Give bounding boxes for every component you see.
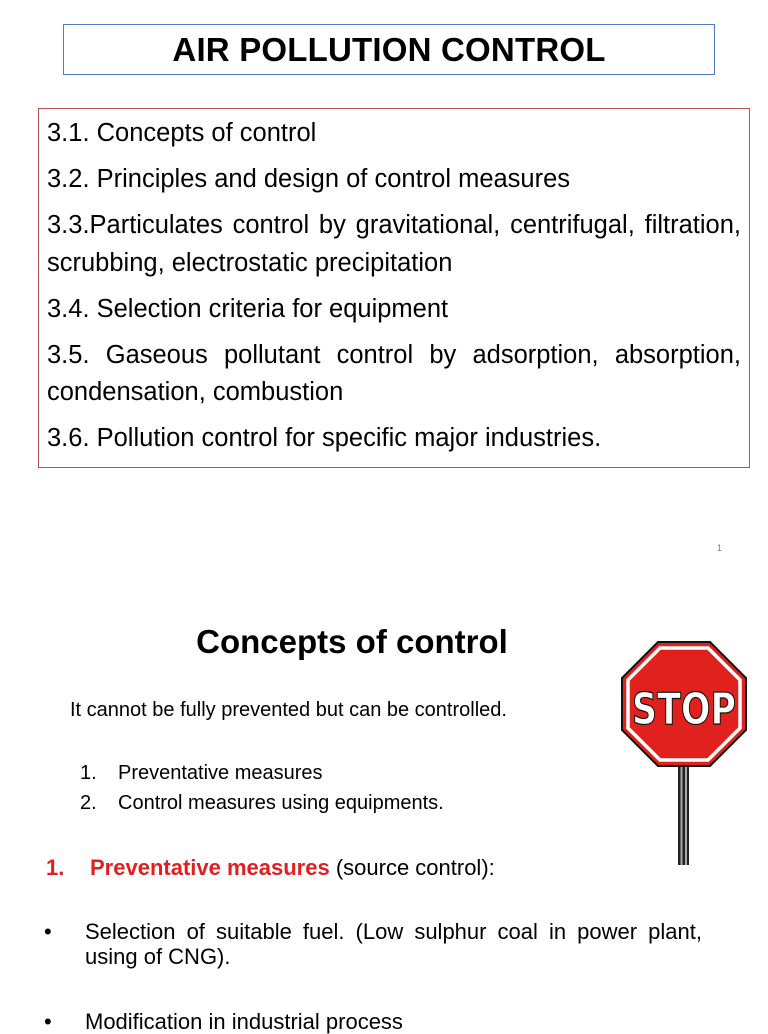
intro-text: It cannot be fully prevented but can be controlled. xyxy=(70,699,507,721)
numbered-list xyxy=(80,758,444,818)
list-number: 1. xyxy=(80,762,97,784)
bullet-icon: • xyxy=(44,1009,52,1034)
bullet-item xyxy=(44,919,702,969)
topic-item: 3.5. Gaseous pollutant control by adsorption, absorption, condensation, combustion xyxy=(47,340,741,406)
stop-sign-icon xyxy=(620,640,748,865)
bullet-icon: • xyxy=(44,919,52,944)
bullet-item xyxy=(44,1009,702,1034)
sign-text: STOP xyxy=(632,684,736,735)
section-highlight: Preventative measures xyxy=(90,855,330,880)
list-text: Preventative measures xyxy=(118,762,323,784)
slide-2 xyxy=(0,585,768,1034)
topic-item: 3.6. Pollution control for specific major industries. xyxy=(47,424,602,452)
topics-list xyxy=(38,108,750,468)
bullet-text: Modification in industrial process xyxy=(85,1009,403,1034)
topic-item: 3.1. Concepts of control xyxy=(47,119,317,147)
slide-title: AIR POLLUTION CONTROL xyxy=(63,24,715,75)
topic-item: 3.3.Particulates control by gravitational, centrifugal, filtration, scrubbing, electrostatic precipitation xyxy=(47,211,741,277)
topic-item: 3.2. Principles and design of control measures xyxy=(47,165,571,193)
topic-item: 3.4. Selection criteria for equipment xyxy=(47,294,449,323)
list-item xyxy=(80,788,444,818)
sign-pole xyxy=(678,758,689,865)
slide-title: Concepts of control xyxy=(196,623,508,660)
bullet-text: Selection of suitable fuel. (Low sulphur coal in power plant, using of CNG). xyxy=(85,919,702,969)
list-item xyxy=(80,758,444,788)
list-text: Control measures using equipments. xyxy=(118,792,444,814)
section-rest: (source control): xyxy=(329,855,495,880)
section-number: 1. xyxy=(46,855,65,880)
list-number: 2. xyxy=(80,792,97,814)
page-number: 1 xyxy=(716,543,722,553)
section-heading xyxy=(46,853,495,883)
